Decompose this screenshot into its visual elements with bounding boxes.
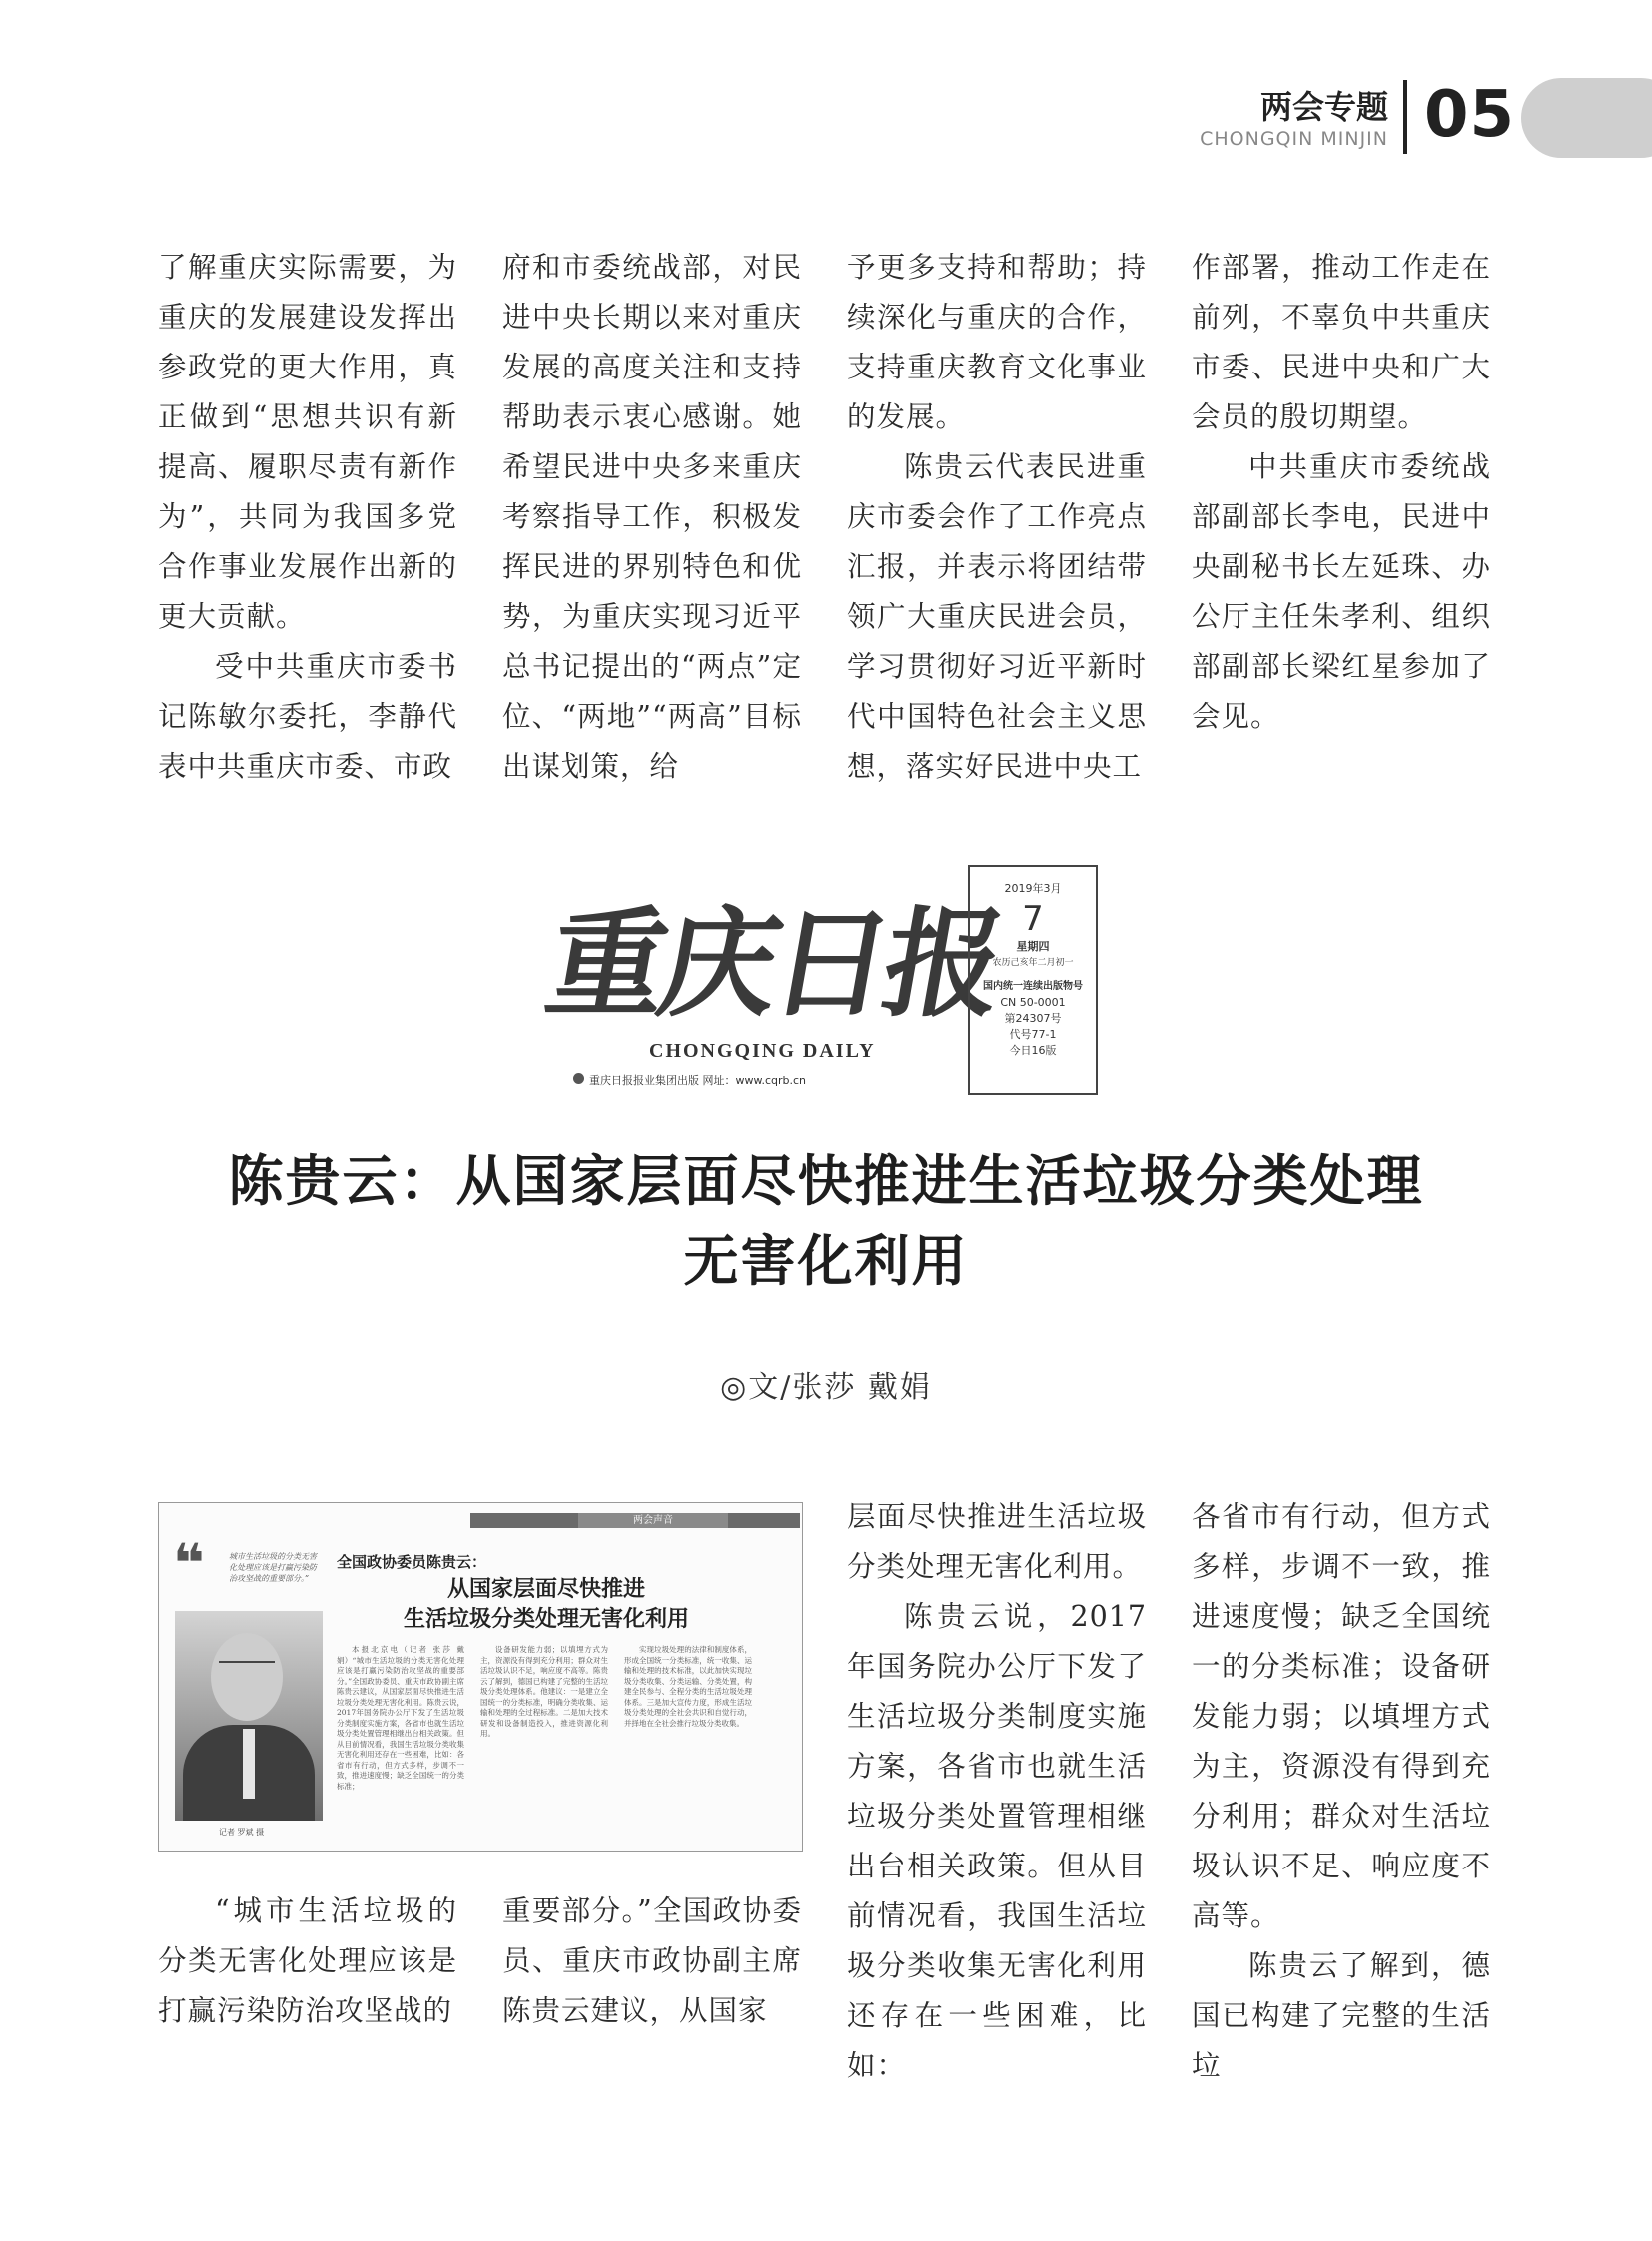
postal-code: 代号77-1 bbox=[1009, 1028, 1057, 1041]
top-column-2 bbox=[502, 243, 802, 792]
clipping-headline-line-2: 生活垃圾分类处理无害化利用 bbox=[403, 1607, 689, 1632]
clipping-body-column-2 bbox=[480, 1645, 608, 1821]
top-column-4 bbox=[1192, 243, 1491, 742]
paragraph: 陈贵云代表民进重庆市委会作了工作亮点汇报，并表示将团结带领广大重庆民进会员，学习贯彻好习近平新时代中国特色社会主义思想，落实好民进中央工 bbox=[847, 450, 1147, 783]
issue-lunar-date: 农历己亥年二月初一 bbox=[992, 958, 1074, 968]
photo-caption: 记者 罗斌 摄 bbox=[219, 1828, 265, 1837]
page-number: 05 bbox=[1424, 78, 1516, 152]
paragraph: 重要部分。”全国政协委员、重庆市政协副主席陈贵云建议，从国家 bbox=[502, 1894, 802, 2027]
issue-weekday: 星期四 bbox=[1016, 940, 1050, 953]
header-divider bbox=[1403, 80, 1407, 154]
bottom-column-2 bbox=[502, 1886, 802, 2036]
portrait-shirt bbox=[243, 1729, 255, 1799]
section-subtitle: CHONGQIN MINJIN bbox=[1200, 128, 1388, 150]
paragraph: 陈贵云了解到，德国已构建了完整的生活垃 bbox=[1192, 1949, 1491, 2082]
paragraph: 了解重庆实际需要，为重庆的发展建设发挥出参政党的更大作用，真正做到“思想共识有新提高、履职尽责有新作为”，共同为我国多党合作事业发展作出新的更大贡献。 bbox=[158, 251, 457, 633]
article-title bbox=[100, 1141, 1552, 1301]
article-byline: ◎文/张莎 戴娟 bbox=[720, 1370, 932, 1405]
issue-number: 第24307号 bbox=[1004, 1012, 1062, 1025]
newspaper-logo: 重庆日报 bbox=[537, 894, 1010, 1033]
clipping-body-column-1 bbox=[337, 1645, 464, 1821]
paragraph: 予更多支持和帮助；持续深化与重庆的合作，支持重庆教育文化事业的发展。 bbox=[847, 251, 1147, 433]
publisher-icon bbox=[573, 1073, 584, 1084]
quote-mark-icon: ❝ bbox=[173, 1532, 205, 1595]
newspaper-english-name: CHONGQING DAILY bbox=[649, 1040, 876, 1062]
newspaper-clipping bbox=[158, 1502, 803, 1852]
clipping-paragraph: 实现垃圾处理的法律和制度体系，形成全国统一分类标准，统一收集、运输和处理的技术标准，以此加快实现垃圾分类收集、分类运输、分类处置，构建全民参与、全程分类的生活垃圾处理体系。三是加大宣传力度，形成生活垃圾分类处理的全社会共识和自觉行动，并择地在全社会推行垃圾分类收集。 bbox=[624, 1645, 752, 1728]
clipping-headline bbox=[337, 1575, 756, 1635]
paragraph: 作部署，推动工作走在前列，不辜负中共重庆市委、民进中央和广大会员的殷切期望。 bbox=[1192, 251, 1491, 433]
article-title-line-1: 陈贵云：从国家层面尽快推进生活垃圾分类处理 bbox=[228, 1149, 1424, 1213]
paragraph: 中共重庆市委统战部副部长李电，民进中央副秘书长左延珠、办公厅主任朱孝利、组织部副部长梁红星参加了会见。 bbox=[1192, 450, 1491, 733]
clipping-headline-line-1: 从国家层面尽快推进 bbox=[446, 1577, 645, 1602]
publisher-line: 重庆日报报业集团出版 网址：www.cqrb.cn bbox=[589, 1074, 807, 1087]
serial-label: 国内统一连续出版物号 bbox=[983, 981, 1083, 992]
portrait-face bbox=[211, 1633, 283, 1721]
cn-code: CN 50-0001 bbox=[1000, 996, 1066, 1009]
clipping-body-column-3 bbox=[624, 1645, 752, 1821]
paragraph: 府和市委统战部，对民进中央长期以来对重庆发展的高度关注和支持帮助表示衷心感谢。她希望民进中央多来重庆考察指导工作，积极发挥民进的界别特色和优势，为重庆实现习近平总书记提出的“两点”定位、“两地”“两高”目标出谋划策，给 bbox=[502, 251, 802, 783]
top-column-3 bbox=[847, 243, 1147, 792]
page-tab-decoration bbox=[1521, 78, 1652, 158]
paragraph: 层面尽快推进生活垃圾分类处理无害化利用。 bbox=[847, 1500, 1147, 1583]
paragraph: 受中共重庆市委书记陈敏尔委托，李静代表中共重庆市委、市政 bbox=[158, 650, 457, 783]
page-count: 今日16版 bbox=[1009, 1044, 1057, 1057]
bottom-column-1 bbox=[158, 1886, 457, 2036]
issue-info-box bbox=[968, 865, 1098, 1095]
clipping-paragraph: 本报北京电（记者 张莎 戴娟）“城市生活垃圾的分类无害化处理应该是打赢污染防治攻坚战的重要部分。”全国政协委员、重庆市政协副主席陈贵云建议，从国家层面尽快推进生活垃圾分类处理无害化利用。陈贵云说，2017年国务院办公厅下发了生活垃圾分类制度实施方案，各省市也就生活垃圾分类处置管理相继出台相关政策。但从目前情况看，我国生活垃圾分类收集无害化利用还存在一些困难，比如：各省市有行动，但方式多样，步调不一致，推进速度慢；缺乏全国统一的分类标准； bbox=[337, 1645, 464, 1791]
bottom-column-4 bbox=[1192, 1492, 1491, 2091]
clipping-quote: 城市生活垃圾的分类无害化处理应该是打赢污染防治攻坚战的重要部分。” bbox=[229, 1552, 317, 1583]
paragraph: 各省市有行动，但方式多样，步调不一致，推进速度慢；缺乏全国统一的分类标准；设备研发能力弱；以填埋方式为主，资源没有得到充分利用；群众对生活垃圾认识不足、响应度不高等。 bbox=[1192, 1500, 1491, 1932]
issue-day: 7 bbox=[1022, 899, 1044, 939]
issue-date: 2019年3月 bbox=[1004, 882, 1062, 895]
clipping-paragraph: 设备研发能力弱；以填埋方式为主，资源没有得到充分利用；群众对生活垃圾认识不足，响应度不高等。陈贵云了解到，德国已构建了完整的生活垃圾分类处理体系。他建议：一是建立全国统一的分类标准，明确分类收集、运输和处理的全过程标准。二是加大技术研发和设备制造投入，推进资源化利用。 bbox=[480, 1645, 608, 1738]
portrait-glasses bbox=[219, 1661, 275, 1673]
paragraph: 陈贵云说，2017年国务院办公厅下发了生活垃圾分类制度实施方案，各省市也就生活垃圾分类处置管理相继出台相关政策。但从目前情况看，我国生活垃圾分类收集无害化利用还存在一些困难，比如： bbox=[847, 1600, 1147, 2082]
clipping-band-label: 两会声音 bbox=[578, 1513, 728, 1528]
top-column-1 bbox=[158, 243, 457, 792]
clipping-kicker: 全国政协委员陈贵云： bbox=[337, 1553, 487, 1571]
article-title-line-2: 无害化利用 bbox=[683, 1229, 969, 1293]
paragraph: “城市生活垃圾的分类无害化处理应该是打赢污染防治攻坚战的 bbox=[158, 1894, 457, 2027]
bottom-column-3 bbox=[847, 1492, 1147, 2091]
section-title: 两会专题 bbox=[1259, 88, 1388, 126]
